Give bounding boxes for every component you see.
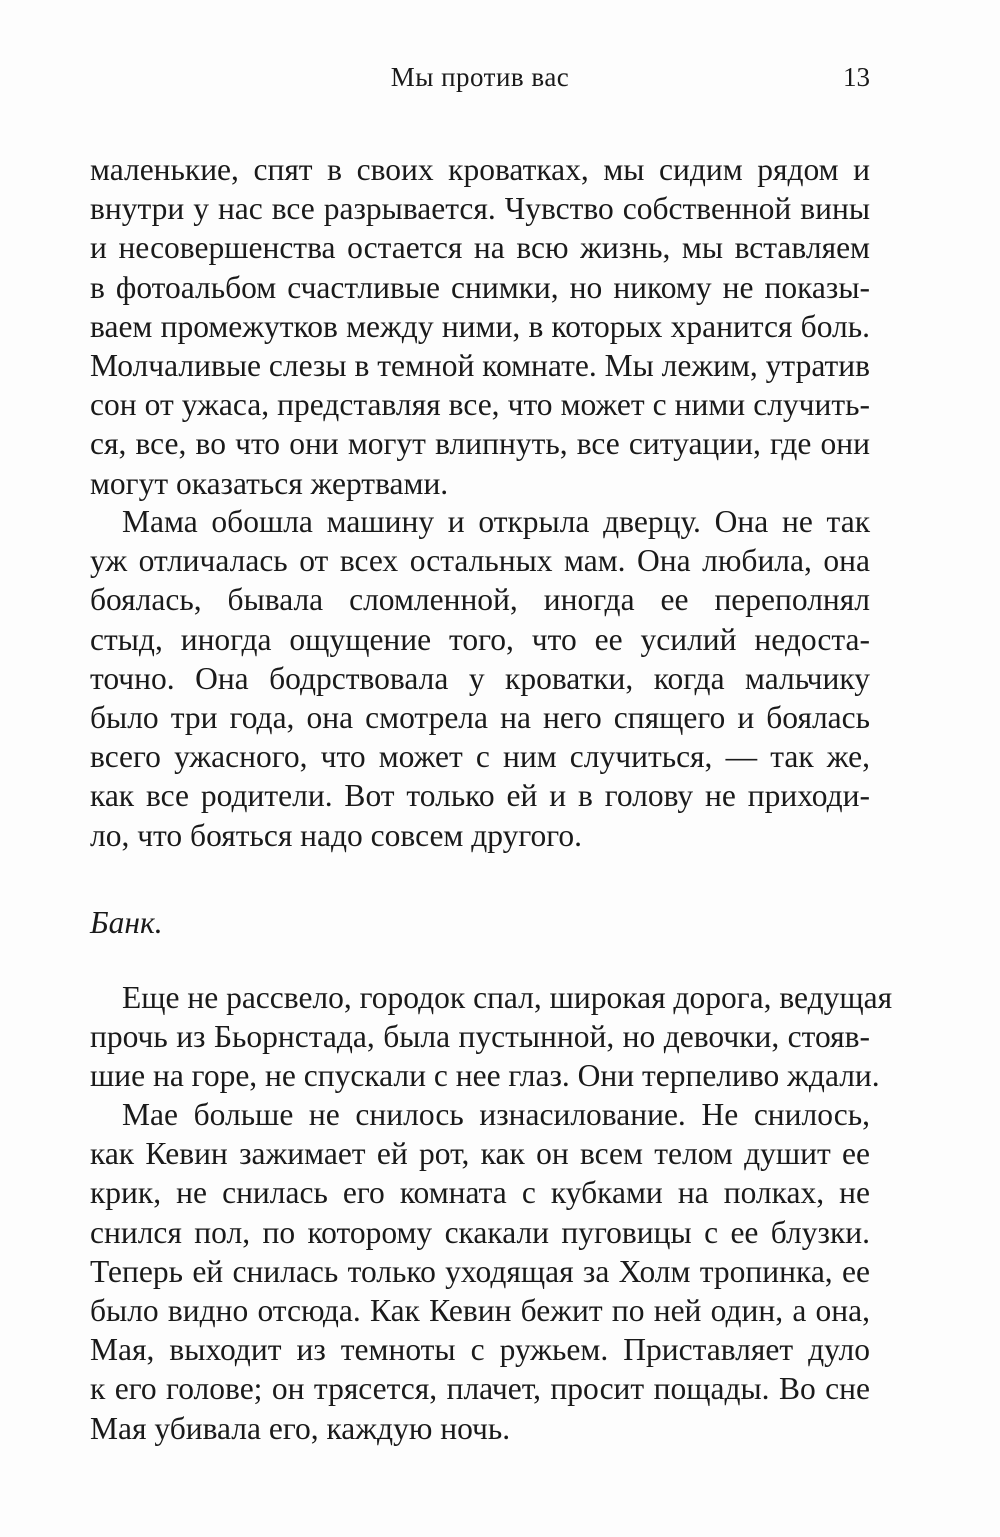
text-line: внутри у нас все разрывается. Чувство собственной вины — [90, 191, 870, 227]
text-line: уж отличалась от всех остальных мам. Она любила, она — [90, 543, 870, 579]
paragraph-1 — [90, 150, 870, 503]
paragraph-2 — [90, 502, 870, 855]
text-line: сон от ужаса, представляя все, что может с ними случить- — [90, 387, 870, 423]
running-title: Мы против вас — [390, 62, 570, 92]
text-line: Теперь ей снилась только уходящая за Холм тропинка, ее — [90, 1253, 870, 1289]
text-line: Мае больше не снилось изнасилование. Не снилось, — [122, 1097, 870, 1132]
text-line: было три года, она смотрела на него спящего и боялась — [90, 699, 870, 735]
text-line: снился пол, по которому скакали пуговицы с ее блузки. — [90, 1214, 870, 1250]
paragraph-3 — [90, 978, 893, 1096]
text-line: Мая, выходит из темноты с ружьем. Приставляет дуло — [90, 1332, 870, 1368]
text-line: Мама обошла машину и открыла дверцу. Она не так — [122, 504, 870, 539]
text-line: стыд, иногда ощущение того, что ее усилий недоста- — [90, 621, 870, 657]
text-line: боялась, бывала сломленной, иногда ее переполнял — [90, 582, 870, 618]
text-line: маленькие, спят в своих кроватках, мы сидим рядом и — [90, 152, 870, 187]
text-line: было видно отсюда. Как Кевин бежит по ней один, а она, — [90, 1292, 870, 1328]
text-line: как все родители. Вот только ей и в голову не приходи- — [90, 778, 870, 814]
text-line: ваем промежутков между ними, в которых хранится боль. — [90, 308, 870, 344]
page-number: 13 — [843, 62, 870, 92]
text-line: крик, не снилась его комната с кубками на полках, не — [90, 1175, 870, 1211]
text-line: как Кевин зажимает ей рот, как он всем телом душит ее — [90, 1136, 870, 1172]
text-line: и несовершенства остается на всю жизнь, мы вставляем — [90, 230, 870, 266]
text-line: в фотоальбом счастливые снимки, но никому не показы- — [90, 269, 870, 305]
paragraph-4 — [90, 1095, 870, 1448]
text-line: могут оказаться жертвами. — [90, 465, 449, 501]
text-line: шие на горе, не спускали с нее глаз. Они терпеливо ждали. — [90, 1058, 880, 1094]
text-line: всего ужасного, что может с ним случиться, — так же, — [90, 739, 870, 775]
text-line: ло, что бояться надо совсем другого. — [90, 817, 583, 853]
running-head — [90, 62, 870, 102]
text-line: к его голове; он трясется, плачет, просит пощады. Во сне — [90, 1371, 870, 1407]
text-line: прочь из Бьорнстада, была пустынной, но девочки, стояв- — [90, 1019, 870, 1055]
text-line: точно. Она бодрствовала у кроватки, когда мальчику — [90, 660, 870, 696]
text-line: Мая убивала его, каждую ночь. — [90, 1410, 511, 1446]
section-heading: Банк. — [90, 905, 163, 940]
text-line: ся, все, во что они могут влипнуть, все ситуации, где они — [90, 426, 870, 462]
text-line: Еще не рассвело, городок спал, широкая дорога, ведущая — [122, 980, 893, 1015]
text-line: Молчаливые слезы в темной комнате. Мы лежим, утратив — [90, 347, 870, 383]
